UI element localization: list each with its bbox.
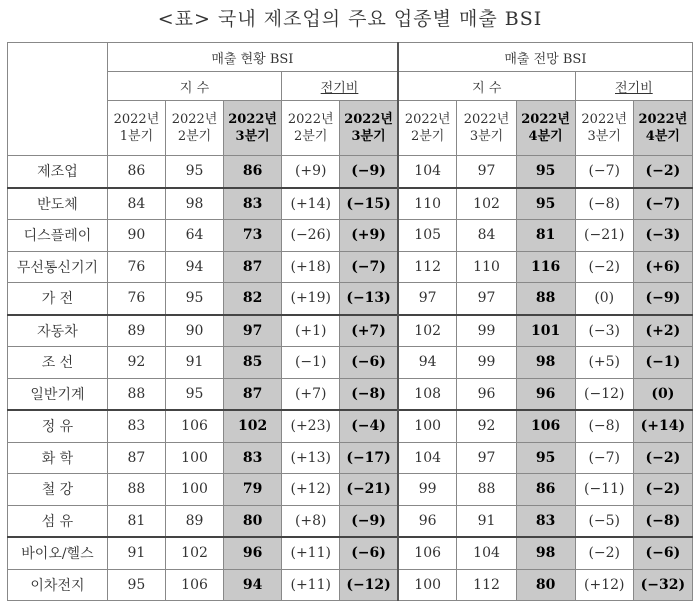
- current-value-cell: 76: [107, 251, 165, 283]
- current-index-header: 지 수: [107, 72, 281, 101]
- forecast-value-cell: (−1): [633, 347, 692, 379]
- current-value-cell: 82: [224, 283, 282, 315]
- forecast-value-cell: (−12): [575, 378, 633, 410]
- forecast-value-cell: 97: [457, 156, 516, 188]
- forecast-value-cell: (−2): [633, 474, 692, 506]
- forecast-value-cell: 101: [516, 315, 575, 347]
- forecast-value-cell: (0): [633, 378, 692, 410]
- current-value-cell: 86: [224, 156, 282, 188]
- current-value-cell: (−21): [340, 474, 398, 506]
- forecast-value-cell: (−8): [575, 188, 633, 220]
- current-value-cell: (+9): [340, 220, 398, 252]
- forecast-value-cell: (−2): [633, 156, 692, 188]
- current-value-cell: (−4): [340, 410, 398, 442]
- forecast-value-cell: 100: [398, 569, 457, 601]
- forecast-value-cell: 83: [516, 505, 575, 537]
- current-value-cell: 87: [107, 442, 165, 474]
- forecast-value-cell: 99: [398, 474, 457, 506]
- period-header: 2022년 2분기: [282, 101, 340, 156]
- forecast-value-cell: (−9): [633, 283, 692, 315]
- current-value-cell: 88: [107, 378, 165, 410]
- forecast-value-cell: 94: [398, 347, 457, 379]
- sales-bsi-table: [7, 42, 693, 601]
- current-value-cell: (+18): [282, 251, 340, 283]
- forecast-value-cell: 92: [457, 410, 516, 442]
- current-value-cell: (+7): [282, 378, 340, 410]
- table-row: [8, 220, 693, 252]
- table-row: [8, 188, 693, 220]
- forecast-value-cell: 104: [398, 156, 457, 188]
- current-value-cell: 92: [107, 347, 165, 379]
- industry-cell: 디스플레이: [8, 220, 108, 252]
- forecast-value-cell: (−6): [633, 537, 692, 569]
- period-header: 2022년 3분기: [340, 101, 398, 156]
- current-value-cell: (+11): [282, 569, 340, 601]
- group-forecast-header: 매출 전망 BSI: [398, 43, 693, 72]
- forecast-value-cell: (−7): [633, 188, 692, 220]
- period-header: 2022년 3분기: [575, 101, 633, 156]
- current-value-cell: 106: [165, 569, 223, 601]
- forecast-value-cell: (+12): [575, 569, 633, 601]
- forecast-value-cell: 97: [398, 283, 457, 315]
- forecast-value-cell: 81: [516, 220, 575, 252]
- current-value-cell: (−1): [282, 347, 340, 379]
- current-value-cell: 102: [224, 410, 282, 442]
- table-row: [8, 537, 693, 569]
- forecast-value-cell: 95: [516, 188, 575, 220]
- current-value-cell: (−13): [340, 283, 398, 315]
- current-value-cell: 86: [107, 156, 165, 188]
- current-value-cell: 89: [107, 315, 165, 347]
- current-value-cell: 88: [107, 474, 165, 506]
- current-value-cell: 95: [165, 156, 223, 188]
- forecast-value-cell: 106: [516, 410, 575, 442]
- forecast-value-cell: 80: [516, 569, 575, 601]
- forecast-value-cell: 116: [516, 251, 575, 283]
- current-value-cell: (−26): [282, 220, 340, 252]
- forecast-value-cell: (+6): [633, 251, 692, 283]
- forecast-value-cell: (+14): [633, 410, 692, 442]
- period-header: 2022년 3분기: [224, 101, 282, 156]
- forecast-value-cell: 102: [457, 188, 516, 220]
- current-value-cell: (+14): [282, 188, 340, 220]
- current-value-cell: 81: [107, 505, 165, 537]
- forecast-value-cell: 96: [398, 505, 457, 537]
- current-value-cell: (−12): [340, 569, 398, 601]
- forecast-value-cell: 104: [398, 442, 457, 474]
- forecast-value-cell: 102: [398, 315, 457, 347]
- current-value-cell: (−9): [340, 505, 398, 537]
- current-value-cell: (−15): [340, 188, 398, 220]
- forecast-value-cell: (−2): [575, 251, 633, 283]
- current-value-cell: 84: [107, 188, 165, 220]
- current-value-cell: (+8): [282, 505, 340, 537]
- current-value-cell: 89: [165, 505, 223, 537]
- current-value-cell: 95: [165, 283, 223, 315]
- forecast-value-cell: (−5): [575, 505, 633, 537]
- industry-cell: 이차전지: [8, 569, 108, 601]
- current-value-cell: 87: [224, 251, 282, 283]
- current-value-cell: (+13): [282, 442, 340, 474]
- forecast-value-cell: 88: [457, 474, 516, 506]
- current-value-cell: 96: [224, 537, 282, 569]
- current-value-cell: 85: [224, 347, 282, 379]
- industry-cell: 바이오/헬스: [8, 537, 108, 569]
- forecast-value-cell: (−8): [575, 410, 633, 442]
- industry-cell: 섬 유: [8, 505, 108, 537]
- current-value-cell: (−6): [340, 347, 398, 379]
- current-value-cell: (+7): [340, 315, 398, 347]
- forecast-value-cell: 105: [398, 220, 457, 252]
- current-value-cell: 73: [224, 220, 282, 252]
- current-value-cell: 83: [107, 410, 165, 442]
- industry-cell: 정 유: [8, 410, 108, 442]
- forecast-value-cell: (−3): [575, 315, 633, 347]
- current-value-cell: 106: [165, 410, 223, 442]
- forecast-value-cell: 95: [516, 156, 575, 188]
- forecast-value-cell: 97: [457, 283, 516, 315]
- forecast-value-cell: (−7): [575, 156, 633, 188]
- current-value-cell: 83: [224, 188, 282, 220]
- table-row: [8, 569, 693, 601]
- current-value-cell: 100: [165, 474, 223, 506]
- forecast-value-cell: 110: [457, 251, 516, 283]
- industry-cell: 가 전: [8, 283, 108, 315]
- current-value-cell: 83: [224, 442, 282, 474]
- table-row: [8, 315, 693, 347]
- forecast-value-cell: (0): [575, 283, 633, 315]
- forecast-value-cell: (−21): [575, 220, 633, 252]
- table-row: [8, 156, 693, 188]
- forecast-value-cell: 99: [457, 347, 516, 379]
- current-value-cell: 98: [165, 188, 223, 220]
- current-value-cell: 76: [107, 283, 165, 315]
- industry-cell: 반도체: [8, 188, 108, 220]
- forecast-value-cell: (−7): [575, 442, 633, 474]
- period-header: 2022년 1분기: [107, 101, 165, 156]
- forecast-value-cell: 96: [457, 378, 516, 410]
- industry-cell: 조 선: [8, 347, 108, 379]
- forecast-value-cell: 98: [516, 347, 575, 379]
- forecast-value-cell: 100: [398, 410, 457, 442]
- current-value-cell: (+11): [282, 537, 340, 569]
- forecast-value-cell: (−2): [633, 442, 692, 474]
- forecast-value-cell: 84: [457, 220, 516, 252]
- forecast-value-cell: 104: [457, 537, 516, 569]
- forecast-value-cell: (−11): [575, 474, 633, 506]
- forecast-value-cell: 96: [516, 378, 575, 410]
- table-row: [8, 251, 693, 283]
- table-row: [8, 442, 693, 474]
- current-value-cell: 95: [165, 378, 223, 410]
- current-value-cell: (−17): [340, 442, 398, 474]
- forecast-value-cell: 86: [516, 474, 575, 506]
- forecast-value-cell: 97: [457, 442, 516, 474]
- current-value-cell: 91: [165, 347, 223, 379]
- table-row: [8, 410, 693, 442]
- current-change-header: 전기비: [282, 72, 398, 101]
- current-value-cell: 90: [107, 220, 165, 252]
- current-value-cell: (+23): [282, 410, 340, 442]
- current-value-cell: 95: [107, 569, 165, 601]
- industry-cell: 철 강: [8, 474, 108, 506]
- industry-cell: 제조업: [8, 156, 108, 188]
- table-row: [8, 283, 693, 315]
- industry-cell: 일반기계: [8, 378, 108, 410]
- table-title: <표> 국내 제조업의 주요 업종별 매출 BSI: [157, 8, 543, 30]
- current-value-cell: 64: [165, 220, 223, 252]
- industry-cell: 무선통신기기: [8, 251, 108, 283]
- forecast-value-cell: 91: [457, 505, 516, 537]
- current-value-cell: (+12): [282, 474, 340, 506]
- table-row: [8, 378, 693, 410]
- forecast-value-cell: 112: [457, 569, 516, 601]
- industry-header: [8, 43, 108, 156]
- current-value-cell: 87: [224, 378, 282, 410]
- forecast-index-header: 지 수: [398, 72, 575, 101]
- forecast-value-cell: 88: [516, 283, 575, 315]
- forecast-value-cell: 95: [516, 442, 575, 474]
- period-header: 2022년 2분기: [398, 101, 457, 156]
- current-value-cell: 97: [224, 315, 282, 347]
- table-row: [8, 347, 693, 379]
- current-value-cell: (+1): [282, 315, 340, 347]
- forecast-value-cell: (−32): [633, 569, 692, 601]
- current-value-cell: (+19): [282, 283, 340, 315]
- current-value-cell: 94: [165, 251, 223, 283]
- current-value-cell: 94: [224, 569, 282, 601]
- industry-cell: 자동차: [8, 315, 108, 347]
- current-value-cell: 91: [107, 537, 165, 569]
- industry-cell: 화 학: [8, 442, 108, 474]
- current-value-cell: (−8): [340, 378, 398, 410]
- forecast-value-cell: 99: [457, 315, 516, 347]
- table-row: [8, 505, 693, 537]
- period-header: 2022년 2분기: [165, 101, 223, 156]
- current-value-cell: (−7): [340, 251, 398, 283]
- current-value-cell: (−9): [340, 156, 398, 188]
- forecast-value-cell: (+2): [633, 315, 692, 347]
- forecast-value-cell: 106: [398, 537, 457, 569]
- current-value-cell: 90: [165, 315, 223, 347]
- period-header: 2022년 3분기: [457, 101, 516, 156]
- forecast-value-cell: (−3): [633, 220, 692, 252]
- current-value-cell: 100: [165, 442, 223, 474]
- current-value-cell: 102: [165, 537, 223, 569]
- current-value-cell: 79: [224, 474, 282, 506]
- current-value-cell: (−6): [340, 537, 398, 569]
- forecast-value-cell: (−8): [633, 505, 692, 537]
- period-header: 2022년 4분기: [633, 101, 692, 156]
- period-header: 2022년 4분기: [516, 101, 575, 156]
- table-row: [8, 474, 693, 506]
- forecast-value-cell: (+5): [575, 347, 633, 379]
- forecast-value-cell: 108: [398, 378, 457, 410]
- current-value-cell: 80: [224, 505, 282, 537]
- forecast-value-cell: 112: [398, 251, 457, 283]
- forecast-value-cell: 98: [516, 537, 575, 569]
- current-value-cell: (+9): [282, 156, 340, 188]
- forecast-value-cell: (−2): [575, 537, 633, 569]
- group-current-header: 매출 현황 BSI: [107, 43, 397, 72]
- forecast-change-header: 전기비: [575, 72, 692, 101]
- forecast-value-cell: 110: [398, 188, 457, 220]
